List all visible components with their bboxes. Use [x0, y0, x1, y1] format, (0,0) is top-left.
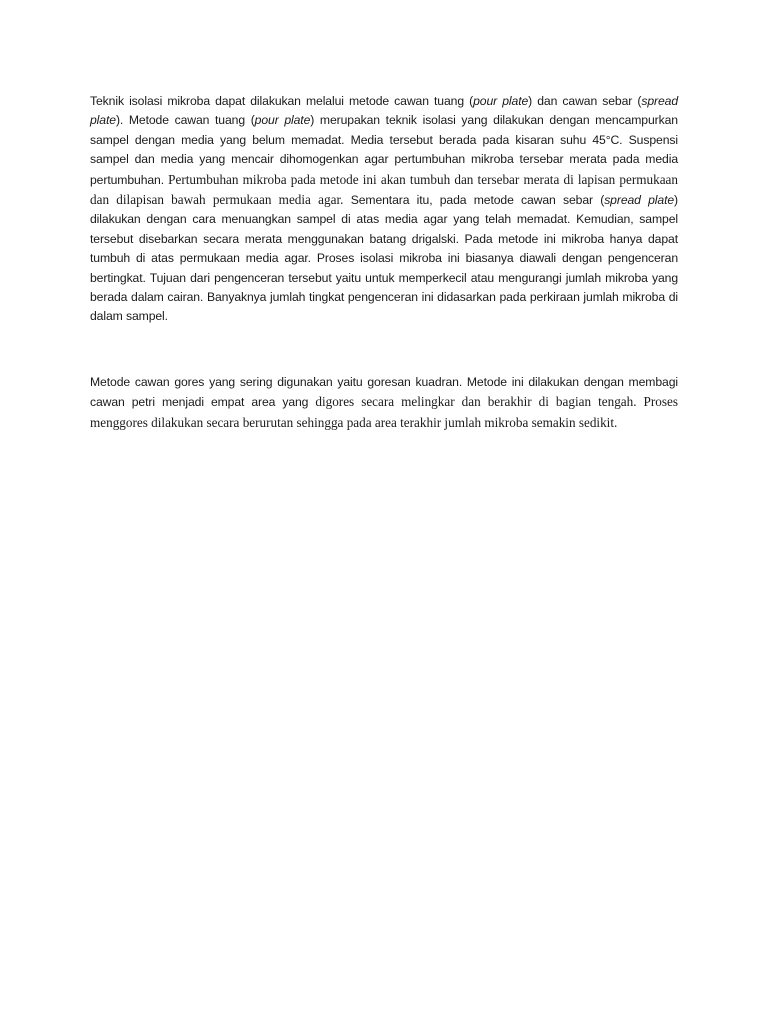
text-segment-serif: digores secara melingkar dan berakhir di bagian tengah. Proses menggores dilakukan secara berurutan sehingga pada area terakhir jumlah mikroba semakin sedikit.: [90, 394, 678, 430]
paragraph-streak-plate: [90, 373, 678, 433]
text-segment: Teknik isolasi mikroba dapat dilakukan melalui metode cawan tuang (: [90, 94, 474, 108]
text-segment: Sementara itu, pada metode cawan sebar (: [350, 193, 605, 208]
text-segment: ) merupakan teknik isolasi yang dilakukan dengan mencampurkan sampel dengan media yang belum memadat. Media tersebut berada pada kisaran suhu 45°C. Suspensi sampel dan media yang mencair dihomogenkan agar pertumbuhan mikroba tersebar merata pada media pertumbuhan.: [90, 113, 678, 187]
text-segment: ) dan cawan sebar (: [528, 94, 642, 108]
text-segment-serif: Pertumbuhan mikroba pada metode ini akan tumbuh dan tersebar merata di lapisan permukaan dan dilapisan bawah permukaan media agar.: [90, 171, 678, 208]
document-page: [90, 92, 678, 433]
paragraph-isolation-methods: [90, 92, 678, 327]
text-segment: ). Metode cawan tuang (: [115, 113, 255, 128]
text-segment: ) dilakukan dengan cara menuangkan sampel di atas media agar yang telah memadat. Kemudian, sampel tersebut disebarkan secara merata menggunakan batang drigalski. Pada metode ini mikroba hanya dapat tumbuh di atas permukaan media agar. Proses isolasi mikroba ini biasanya diawali dengan pengenceran bertingkat. Tujuan dari pengenceran tersebut yaitu untuk memperkecil atau mengurangi jumlah mikroba yang berada dalam cairan. Banyaknya jumlah tingkat pengenceran ini didasarkan pada perkiraan jumlah mikroba di dalam sampel.: [90, 193, 678, 324]
text-segment-italic: spread plate: [604, 193, 675, 208]
text-segment: Metode cawan gores yang sering digunakan yaitu goresan kuadran. Metode ini dilakukan dengan membagi cawan petri menjadi empat area yang: [90, 374, 678, 410]
text-segment-italic: spread plate: [90, 94, 678, 128]
text-segment-italic: pour plate: [254, 113, 311, 128]
text-segment-italic: pour plate: [473, 94, 529, 108]
